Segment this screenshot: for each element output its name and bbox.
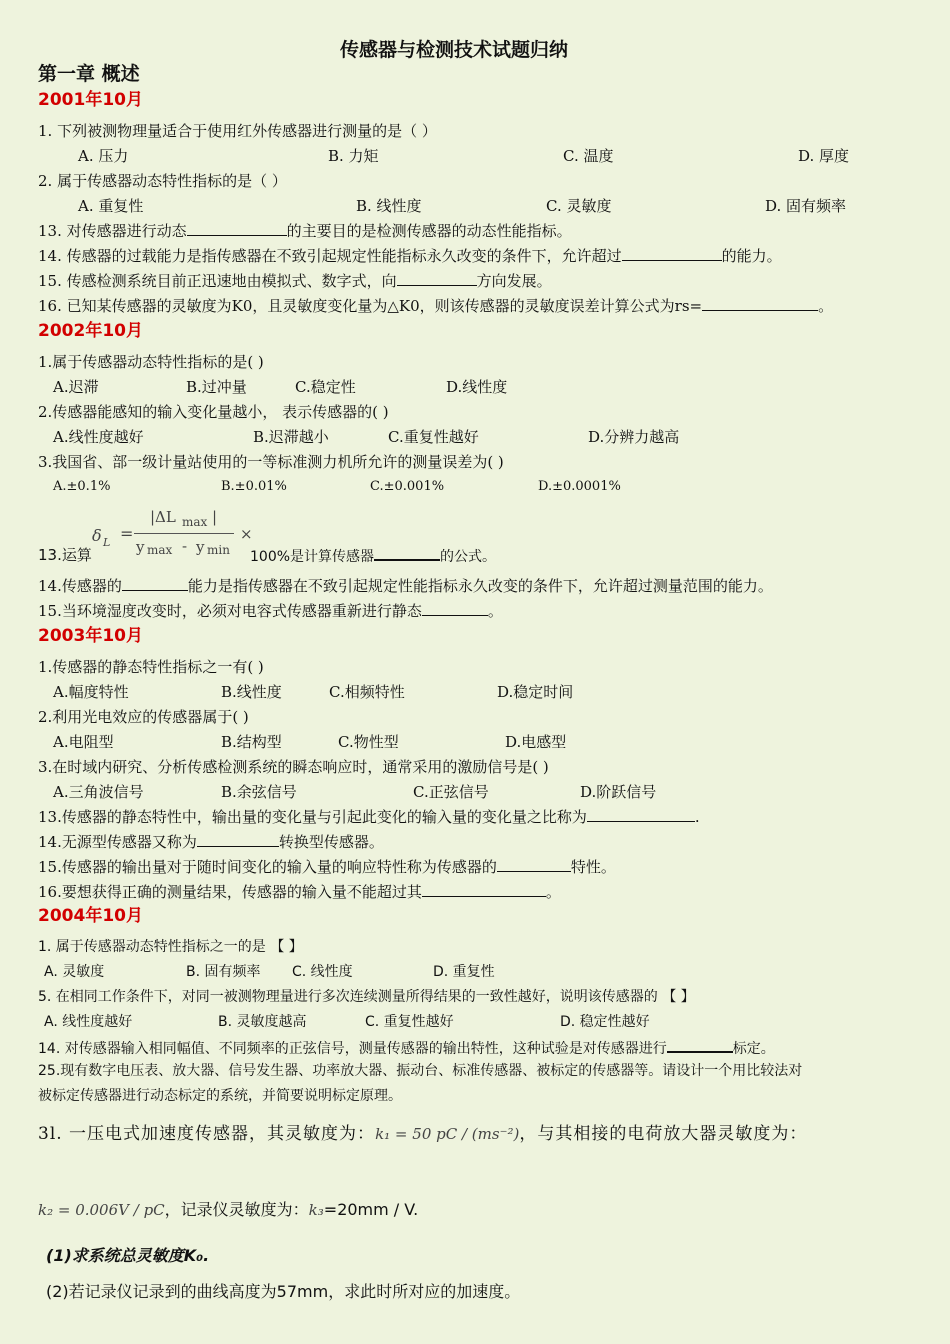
option: C.物性型	[338, 733, 399, 751]
option: C. 线性度	[292, 964, 353, 980]
answer-blank	[667, 1037, 733, 1053]
option: C. 温度	[563, 147, 614, 165]
option: C. 灵敏度	[546, 197, 612, 215]
text: .	[694, 808, 700, 826]
formula-lhs: δ	[92, 526, 102, 545]
option: A.线性度越好	[53, 428, 144, 446]
text: 100%是计算传感器	[250, 549, 375, 565]
answer-blank	[374, 545, 440, 561]
text: 。	[487, 602, 503, 620]
year-heading-2001: 2001年10月	[38, 90, 143, 110]
answer-blank	[122, 576, 188, 591]
option: B. 灵敏度越高	[218, 1014, 307, 1030]
fraction-bar	[134, 533, 234, 534]
option: C. 重复性越好	[365, 1014, 454, 1030]
text: 的公式。	[440, 549, 497, 565]
text: 15. 传感检测系统目前正迅速地由模拟式、数字式，向	[38, 272, 397, 290]
option: C.相频特性	[329, 683, 405, 701]
question-2002-15	[38, 601, 503, 621]
answer-blank	[197, 832, 279, 847]
formula-eq: =	[120, 524, 134, 543]
option: B.迟滞越小	[253, 428, 329, 446]
question-2002-2: 2.传感器能感知的输入变化量越小， 表示传感器的( )	[38, 403, 389, 421]
answer-blank	[497, 857, 571, 872]
text: 13.传感器的静态特性中，输出量的变化量与引起此变化的输入量的变化量之比称为	[38, 808, 587, 826]
option: A.三角波信号	[53, 783, 144, 801]
option: B.过冲量	[186, 378, 247, 396]
question-2003-3: 3.在时域内研究、分析传感检测系统的瞬态响应时，通常采用的激励信号是( )	[38, 758, 549, 776]
option: A.±0.1%	[53, 479, 111, 494]
answer-blank	[187, 221, 287, 236]
option: D.电感型	[505, 733, 567, 751]
answer-blank	[622, 246, 722, 261]
option: B.结构型	[221, 733, 282, 751]
option: D. 重复性	[433, 964, 495, 980]
option: A. 灵敏度	[44, 964, 105, 980]
option: B. 固有频率	[186, 964, 261, 980]
option: A. 重复性	[78, 197, 144, 215]
text: 15.当环境湿度改变时，必须对电容式传感器重新进行静态	[38, 602, 422, 620]
question-31-sub2: (2)若记录仪记录到的曲线高度为57mm，求此时所对应的加速度。	[46, 1282, 521, 1301]
question-2004-25-line2: 被标定传感器进行动态标定的系统，并简要说明标定原理。	[38, 1088, 402, 1104]
text: =20mm / V.	[323, 1200, 419, 1219]
formula-den-b-sub: min	[207, 543, 230, 557]
text: 标定。	[732, 1041, 775, 1057]
text: 能力是指传感器在不致引起规定性能指标永久改变的条件下，允许超过测量范围的能力。	[187, 577, 773, 595]
question-2003-14	[38, 832, 384, 852]
formula-den-a-sub: max	[147, 543, 173, 557]
option: A.幅度特性	[53, 683, 129, 701]
question-2001-15	[38, 271, 552, 291]
question-2002-3: 3.我国省、部一级计量站使用的一等标准测力机所允许的测量误差为( )	[38, 453, 504, 471]
k1-formula: k₁ = 50 pC / (ms⁻²)	[375, 1125, 520, 1143]
chapter-heading: 第一章 概述	[38, 63, 140, 85]
question-2004-25-line1: 25.现有数字电压表、放大器、信号发生器、功率放大器、振动台、标准传感器、被标定的传感器等。请设计一个用比较法对	[38, 1063, 803, 1079]
option: D.分辨力越高	[588, 428, 680, 446]
option: D.稳定时间	[497, 683, 574, 701]
question-2003-13	[38, 807, 700, 827]
question-2003-1: 1.传感器的静态特性指标之一有( )	[38, 658, 264, 676]
option: A. 压力	[78, 147, 129, 165]
question-2002-14	[38, 576, 773, 596]
option: C.稳定性	[295, 378, 356, 396]
answer-blank	[587, 807, 695, 822]
k3-symbol: k₃	[308, 1201, 324, 1219]
question-2003-15	[38, 857, 616, 877]
question-31-sub1: (1)求系统总灵敏度K₀.	[46, 1246, 210, 1265]
text: 。	[818, 297, 834, 315]
question-2003-2: 2.利用光电效应的传感器属于( )	[38, 708, 249, 726]
text: 16. 已知某传感器的灵敏度为K0，且灵敏度变化量为△K0，则该传感器的灵敏度误差计算公式为rs=	[38, 297, 703, 315]
question-2003-16	[38, 882, 561, 902]
option: B.线性度	[221, 683, 282, 701]
option: D.阶跃信号	[580, 783, 657, 801]
option: C.正弦信号	[413, 783, 489, 801]
option: B.±0.01%	[221, 479, 287, 494]
option: D.线性度	[446, 378, 508, 396]
option: A.迟滞	[53, 378, 99, 396]
error-formula	[92, 506, 262, 566]
formula-den-b: y	[196, 538, 205, 556]
answer-blank	[422, 882, 546, 897]
question-2001-16	[38, 296, 833, 316]
question-2004-1: 1. 属于传感器动态特性指标之一的是 【 】	[38, 939, 303, 955]
option: B. 力矩	[328, 147, 379, 165]
year-heading-2003: 2003年10月	[38, 626, 143, 646]
option: A. 线性度越好	[44, 1014, 133, 1030]
text: 16.要想获得正确的测量结果，传感器的输入量不能超过其	[38, 883, 422, 901]
question-2001-1: 1. 下列被测物理量适合于使用红外传感器进行测量的是（ ）	[38, 122, 437, 140]
formula-times: ×	[240, 525, 253, 543]
question-2001-13	[38, 221, 572, 241]
question-2001-14	[38, 246, 782, 266]
formula-num-end: |	[212, 508, 218, 526]
text: 的主要目的是检测传感器的动态性能指标。	[286, 222, 572, 240]
text: 。	[545, 883, 561, 901]
text: 15.传感器的输出量对于随时间变化的输入量的响应特性称为传感器的	[38, 858, 497, 876]
k2-formula: k₂ = 0.006V / pC	[38, 1201, 165, 1219]
question-2002-13-suffix	[250, 545, 496, 567]
option: B.余弦信号	[221, 783, 297, 801]
year-heading-2002: 2002年10月	[38, 321, 143, 341]
answer-blank	[422, 601, 488, 616]
option: C.±0.001%	[370, 479, 445, 494]
formula-num-sub: max	[182, 515, 208, 529]
text: 14. 传感器的过载能力是指传感器在不致引起规定性能指标永久改变的条件下，允许超过	[38, 247, 622, 265]
option: B. 线性度	[356, 197, 422, 215]
text: 14. 对传感器输入相同幅值、不同频率的正弦信号，测量传感器的输出特性，这种试验是对传感器进行	[38, 1041, 667, 1057]
text: 转换型传感器。	[278, 833, 384, 851]
formula-den-minus: -	[182, 537, 188, 555]
text: 特性。	[570, 858, 616, 876]
question-2004-14	[38, 1037, 775, 1059]
text: ，记录仪灵敏度为：	[164, 1200, 309, 1219]
option: C.重复性越好	[388, 428, 479, 446]
question-2002-13-prefix: 13.运算	[38, 546, 92, 564]
text: 14.传感器的	[38, 577, 122, 595]
option: D. 固有频率	[765, 197, 847, 215]
question-31-line1	[38, 1124, 807, 1144]
option: D. 厚度	[798, 147, 850, 165]
formula-den-a: y	[136, 538, 145, 556]
text: 的能力。	[721, 247, 782, 265]
formula-lhs-sub: L	[103, 536, 111, 549]
text: ，与其相接的电荷放大器灵敏度为：	[519, 1124, 808, 1144]
text: 方向发展。	[476, 272, 552, 290]
page-title: 传感器与检测技术试题归纳	[340, 39, 569, 61]
formula-num: |ΔL	[150, 508, 176, 526]
question-2002-1: 1.属于传感器动态特性指标的是( )	[38, 353, 264, 371]
year-heading-2004: 2004年10月	[38, 906, 143, 926]
text: 14.无源型传感器又称为	[38, 833, 197, 851]
question-2001-2: 2. 属于传感器动态特性指标的是（ ）	[38, 172, 287, 190]
text: 13. 对传感器进行动态	[38, 222, 187, 240]
answer-blank	[397, 271, 477, 286]
option: D. 稳定性越好	[560, 1014, 650, 1030]
question-2004-5: 5. 在相同工作条件下，对同一被测物理量进行多次连续测量所得结果的一致性越好，说明该传感器的 【 】	[38, 989, 695, 1005]
option: D.±0.0001%	[538, 479, 621, 494]
option: A.电阻型	[53, 733, 114, 751]
text: 3l. 一压电式加速度传感器，其灵敏度为：	[38, 1124, 376, 1144]
answer-blank	[702, 296, 818, 311]
question-31-line2	[38, 1200, 418, 1220]
